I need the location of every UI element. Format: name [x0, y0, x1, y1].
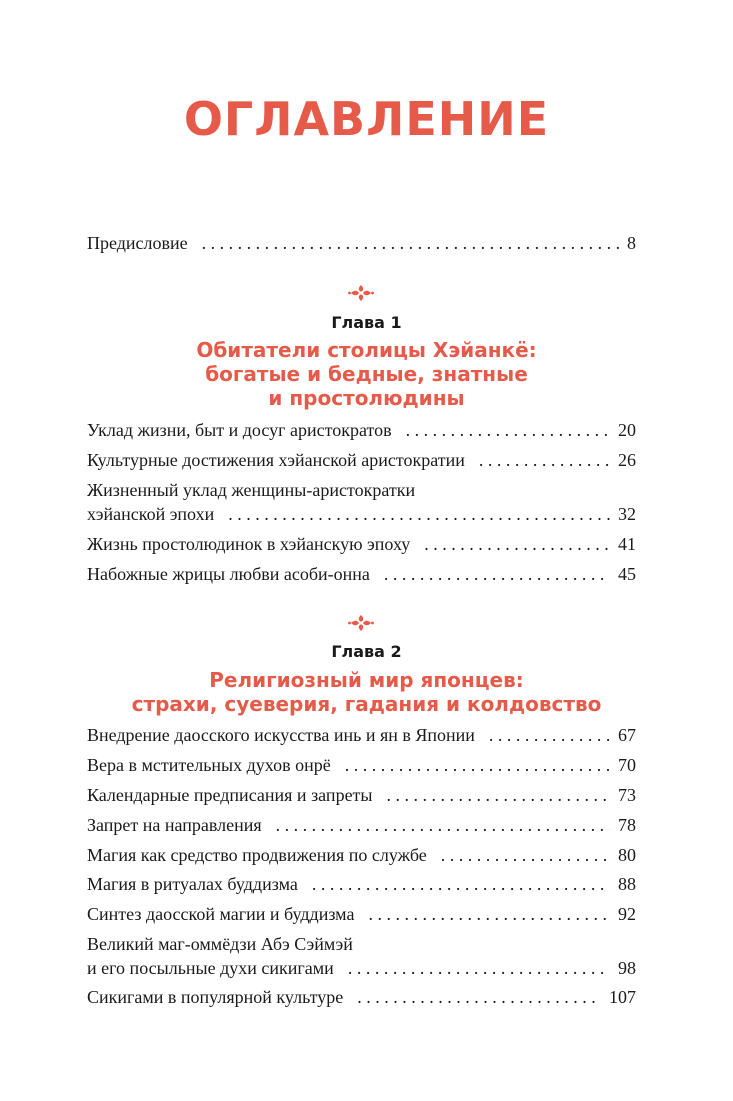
- toc-entry-label: Культурные достижения хэйанской аристократии: [87, 450, 465, 470]
- toc-entry[interactable]: [87, 784, 636, 806]
- chapter-title-line: и простолюдины: [268, 386, 465, 410]
- chapter-title-line: Религиозный мир японцев:: [209, 668, 524, 692]
- toc-entry[interactable]: [87, 503, 636, 525]
- dot-leader: [348, 957, 610, 979]
- toc-entry-label: Календарные предписания и запреты: [87, 785, 373, 805]
- toc-entry-page: 32: [618, 504, 636, 524]
- toc-entry-page: 98: [618, 958, 636, 978]
- dot-leader: [406, 419, 610, 441]
- toc-entry-label-line1[interactable]: Жизненный уклад женщины-аристократки: [87, 480, 416, 500]
- toc-entry-page: 26: [618, 450, 636, 470]
- toc-entry-label: Набожные жрицы любви асоби-онна: [87, 564, 370, 584]
- toc-entry-page: 88: [618, 874, 636, 894]
- toc-entry-page: 92: [618, 904, 636, 924]
- chapter-title-line: богатые и бедные, знатные: [205, 362, 528, 386]
- dot-leader: [368, 903, 610, 925]
- toc-entry-page: 67: [618, 725, 636, 745]
- toc-entry-label: Внедрение даосского искусства инь и ян в Японии: [87, 725, 475, 745]
- toc-entry[interactable]: [87, 724, 636, 746]
- flower-ornament-icon: [348, 614, 374, 632]
- chapter-2-label: Глава 2: [331, 642, 402, 661]
- toc-entry-label: Сикигами в популярной культуре: [87, 987, 344, 1007]
- toc-entry[interactable]: [87, 754, 636, 776]
- toc-entry-page: 20: [618, 420, 636, 440]
- toc-entry-label: Вера в мстительных духов онрё: [87, 755, 331, 775]
- toc-entry[interactable]: [87, 957, 636, 979]
- dot-leader: [357, 986, 601, 1008]
- toc-entry-page: 78: [618, 815, 636, 835]
- page-title: ОГЛАВЛЕНИЕ: [183, 92, 550, 146]
- toc-entry-label: Запрет на направления: [87, 815, 262, 835]
- chapter-title-line: страхи, суеверия, гадания и колдовство: [131, 692, 602, 716]
- toc-entry-page: 8: [627, 233, 636, 253]
- dot-leader: [424, 533, 610, 555]
- chapter-1-label: Глава 1: [331, 313, 402, 332]
- toc-entry-page: 70: [618, 755, 636, 775]
- toc-entry-label: хэйанской эпохи: [87, 504, 215, 524]
- dot-leader: [276, 814, 610, 836]
- toc-entry-preface[interactable]: [87, 232, 636, 254]
- dot-leader: [312, 873, 610, 895]
- toc-entry[interactable]: [87, 844, 636, 866]
- dot-leader: [441, 844, 610, 866]
- dot-leader: [202, 232, 619, 254]
- toc-entry[interactable]: [87, 449, 636, 471]
- toc-entry[interactable]: [87, 814, 636, 836]
- chapter-2-title: [0, 668, 733, 716]
- dot-leader: [228, 503, 610, 525]
- toc-entry-page: 41: [618, 534, 636, 554]
- toc-entry-label: и его посыльные духи сикигами: [87, 958, 334, 978]
- chapter-title-line: Обитатели столицы Хэйанкё:: [196, 338, 537, 362]
- toc-entry[interactable]: [87, 563, 636, 585]
- toc-entry-label: Магия в ритуалах буддизма: [87, 874, 298, 894]
- toc-entry[interactable]: [87, 873, 636, 895]
- dot-leader: [387, 784, 610, 806]
- dot-leader: [479, 449, 610, 471]
- toc-entry[interactable]: [87, 986, 636, 1008]
- toc-entry-page: 107: [609, 987, 636, 1007]
- dot-leader: [345, 754, 610, 776]
- toc-entry-label: Предисловие: [87, 233, 188, 253]
- toc-entry[interactable]: [87, 903, 636, 925]
- toc-entry-label: Синтез даосской магии и буддизма: [87, 904, 355, 924]
- toc-entry-label: Уклад жизни, быт и досуг аристократов: [87, 420, 392, 440]
- toc-entry[interactable]: [87, 533, 636, 555]
- toc-entry-page: 80: [618, 845, 636, 865]
- toc-entry-page: 73: [618, 785, 636, 805]
- toc-entry-label: Жизнь простолюдинок в хэйанскую эпоху: [87, 534, 411, 554]
- chapter-1-title: [0, 338, 733, 410]
- toc-entry-label-line1[interactable]: Великий маг-оммёдзи Абэ Сэймэй: [87, 934, 353, 954]
- dot-leader: [384, 563, 610, 585]
- toc-entry-label: Магия как средство продвижения по службе: [87, 845, 427, 865]
- dot-leader: [489, 724, 610, 746]
- flower-ornament-icon: [348, 284, 374, 302]
- toc-entry[interactable]: [87, 419, 636, 441]
- toc-entry-page: 45: [618, 564, 636, 584]
